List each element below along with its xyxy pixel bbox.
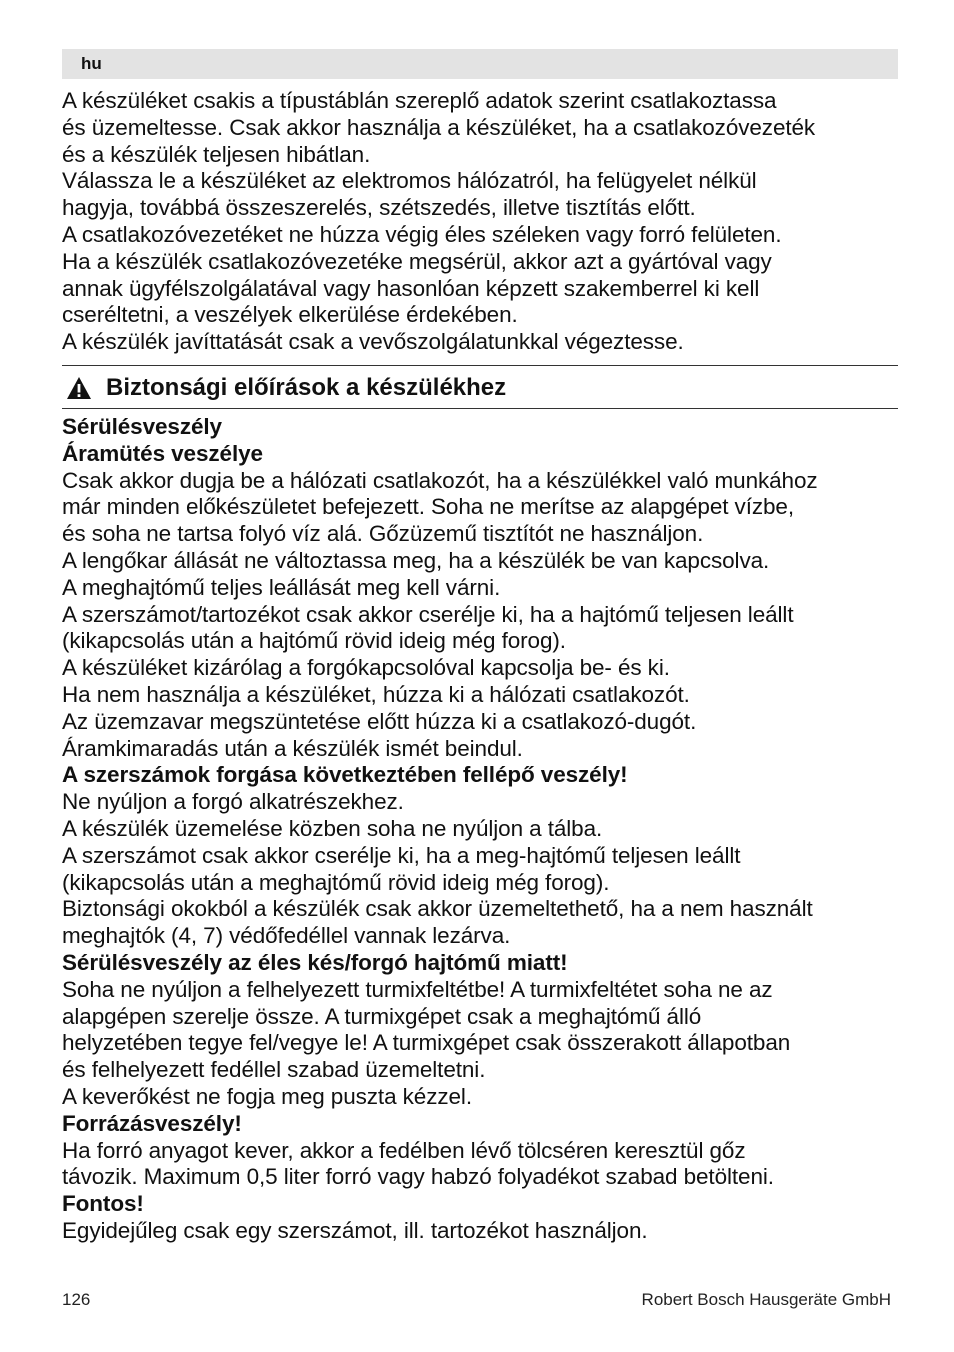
intro-line: Ha a készülék csatlakozóvezetéke megsérül, akkor azt a gyártóval vagy bbox=[62, 248, 772, 274]
subheading-line: Áramütés veszélye bbox=[62, 440, 263, 466]
body-line: és soha ne tartsa folyó víz alá. Gőzüzemű tisztítót ne használjon. bbox=[62, 521, 704, 547]
body-line: távozik. Maximum 0,5 liter forró vagy habzó folyadékot szabad betölteni. bbox=[62, 1164, 774, 1190]
body-line: (kikapcsolás után a hajtómű rövid ideig még forog). bbox=[62, 628, 566, 654]
intro-text bbox=[62, 88, 902, 356]
intro-line: A készüléket csakis a típustáblán szereplő adatok szerint csatlakoztassa bbox=[62, 88, 777, 113]
subheading-line: Sérülésveszély az éles kés/forgó hajtómű miatt! bbox=[62, 949, 568, 975]
company-name: Robert Bosch Hausgeräte GmbH bbox=[641, 1290, 891, 1309]
section-rule-bottom bbox=[62, 408, 898, 409]
body-line: A készülék üzemelése közben soha ne nyúljon a tálba. bbox=[62, 815, 603, 841]
body-line: Ha forró anyagot kever, akkor a fedélben lévő tölcséren keresztül gőz bbox=[62, 1137, 746, 1163]
subheading-line: Fontos! bbox=[62, 1191, 144, 1217]
intro-line: Válassza le a készüléket az elektromos hálózatról, ha felügyelet nélkül bbox=[62, 168, 757, 194]
language-tag: hu bbox=[62, 49, 898, 79]
subheading-line: Sérülésveszély bbox=[62, 414, 222, 439]
body-line: A keverőkést ne fogja meg puszta kézzel. bbox=[62, 1083, 472, 1109]
intro-line: annak ügyfélszolgálatával vagy hasonlóan képzett szakemberrel ki kell bbox=[62, 275, 760, 301]
body-line: Ne nyúljon a forgó alkatrészekhez. bbox=[62, 789, 404, 815]
intro-line: cseréltetni, a veszélyek elkerülése érdekében. bbox=[62, 302, 518, 328]
warning-triangle-icon bbox=[66, 376, 92, 400]
page-number: 126 bbox=[62, 1290, 91, 1309]
section-rule-top bbox=[62, 365, 898, 366]
body-line: A lengőkar állását ne változtassa meg, ha a készülék be van kapcsolva. bbox=[62, 547, 770, 573]
body-line: Egyidejűleg csak egy szerszámot, ill. tartozékot használjon. bbox=[62, 1217, 648, 1243]
body-line: Ha nem használja a készüléket, húzza ki a hálózati csatlakozót. bbox=[62, 681, 690, 707]
body-line: A készüléket kizárólag a forgókapcsolóval kapcsolja be- és ki. bbox=[62, 655, 670, 681]
intro-line: és üzemeltesse. Csak akkor használja a készüléket, ha a csatlakozóvezeték bbox=[62, 114, 816, 140]
body-line: Csak akkor dugja be a hálózati csatlakozót, ha a készülékkel való munkához bbox=[62, 467, 818, 493]
body-line: és felhelyezett fedéllel szabad üzemeltetni. bbox=[62, 1057, 486, 1083]
body-line: Az üzemzavar megszüntetése előtt húzza ki a csatlakozó-dugót. bbox=[62, 708, 697, 734]
intro-line: A csatlakozóvezetéket ne húzza végig éles széleken vagy forró felületen. bbox=[62, 221, 782, 247]
body-line: A szerszámot csak akkor cserélje ki, ha a meg-hajtómű teljesen leállt bbox=[62, 842, 741, 868]
body-line: Áramkimaradás után a készülék ismét beindul. bbox=[62, 735, 523, 761]
body-line: (kikapcsolás után a meghajtómű rövid ideig még forog). bbox=[62, 869, 610, 895]
body-line: Soha ne nyúljon a felhelyezett turmixfeltétbe! A turmixfeltétet soha ne az bbox=[62, 976, 773, 1002]
intro-line: és a készülék teljesen hibátlan. bbox=[62, 141, 371, 167]
body-line: meghajtók (4, 7) védőfedéllel vannak lezárva. bbox=[62, 923, 511, 949]
section-title: Biztonsági előírások a készülékhez bbox=[106, 374, 507, 401]
intro-line: hagyja, továbbá összeszerelés, szétszedés, illetve tisztítás előtt. bbox=[62, 195, 696, 221]
body-line: már minden előkészületet befejezett. Soha ne merítse az alapgépet vízbe, bbox=[62, 494, 794, 520]
subheading-line: A szerszámok forgása következtében fellépő veszély! bbox=[62, 762, 628, 788]
body-line: alapgépen szerelje össze. A turmixgépet csak a meghajtómű álló bbox=[62, 1003, 702, 1029]
body-line: Biztonsági okokból a készülék csak akkor üzemeltethető, ha a nem használt bbox=[62, 896, 813, 922]
subheading-line: Forrázásveszély! bbox=[62, 1110, 242, 1136]
section-heading bbox=[62, 370, 898, 406]
body-line: A meghajtómű teljes leállását meg kell várni. bbox=[62, 574, 501, 600]
intro-line: A készülék javíttatását csak a vevőszolgálatunkkal végeztesse. bbox=[62, 329, 684, 355]
safety-text bbox=[62, 414, 902, 1245]
body-line: helyzetében tegye fel/vegye le! A turmixgépet csak összerakott állapotban bbox=[62, 1030, 791, 1056]
body-line: A szerszámot/tartozékot csak akkor cserélje ki, ha a hajtómű teljesen leállt bbox=[62, 601, 794, 627]
